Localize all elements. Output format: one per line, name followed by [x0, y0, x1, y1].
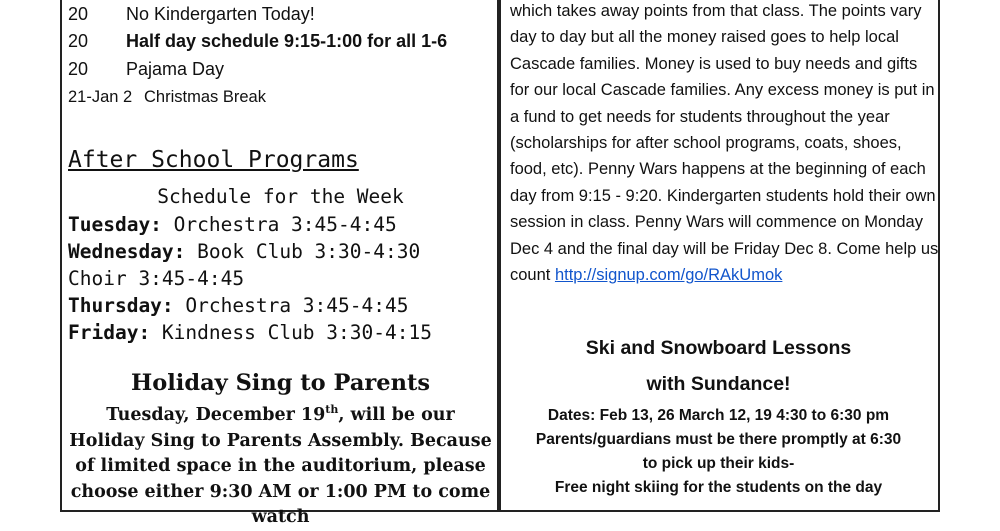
- schedule-program: Choir 3:45-4:45: [68, 267, 245, 290]
- holiday-sing-body: [68, 403, 493, 531]
- penny-wars-paragraph: which takes away points from that class. The points vary day to day but all the money raised goes to help local Cascade families. Money is used to buy needs and gifts for our local Cascade families. Any excess money is put in a fund to get needs for students throughout the year (scholarships for after school programs, coats, shoes, food, etc). Penny Wars happens at the beginning of each day from 9:15 - 9:20. Kindergarten students hold their own session in class. Penny Wars will commence on Monday Dec 4 and the final day will be Friday Dec 8. Come help us count: [510, 2, 939, 285]
- calendar-date: 21-Jan 2: [68, 88, 133, 106]
- holiday-sing-body-pre: Tuesday, December 19: [106, 405, 326, 425]
- calendar-event: Christmas Break: [144, 88, 266, 106]
- schedule-row: [68, 294, 408, 317]
- schedule-day: Wednesday:: [68, 240, 186, 263]
- ski-free-line: Free night skiing for the students on the day: [554, 479, 883, 496]
- ski-dates: Dates: Feb 13, 26 March 12, 19 4:30 to 6:30 pm: [547, 407, 890, 424]
- schedule-row: [68, 267, 244, 290]
- schedule-day: Friday:: [68, 321, 151, 344]
- calendar-date: 20: [68, 4, 89, 24]
- schedule-day: Thursday:: [68, 294, 174, 317]
- left-column: [60, 0, 501, 527]
- ski-title-line1: Ski and Snowboard Lessons: [585, 337, 852, 359]
- schedule-program: Kindness Club 3:30-4:15: [150, 321, 432, 344]
- calendar-event: No Kindergarten Today!: [126, 4, 315, 24]
- schedule-row: [68, 321, 432, 344]
- penny-wars-text: [510, 0, 940, 288]
- schedule-row: [68, 240, 420, 263]
- schedule-program: Book Club 3:30-4:30: [185, 240, 421, 263]
- ski-title-line2: with Sundance!: [646, 373, 791, 395]
- schedule-program: Orchestra 3:45-4:45: [173, 294, 409, 317]
- schedule-program: Orchestra 3:45-4:45: [161, 213, 397, 236]
- schedule-day: Tuesday:: [68, 213, 162, 236]
- holiday-sing-title: Holiday Sing to Parents: [130, 370, 430, 396]
- schedule-subtitle: Schedule for the Week: [157, 185, 404, 208]
- ski-pickup-line2: to pick up their kids-: [642, 455, 795, 472]
- right-column: [497, 0, 940, 512]
- calendar-event: Half day schedule 9:15-1:00 for all 1-6: [126, 31, 448, 51]
- holiday-sing-body-sup: th: [325, 403, 339, 417]
- calendar-date: 20: [68, 59, 89, 79]
- calendar-date: 20: [68, 31, 89, 51]
- calendar-event: Pajama Day: [126, 59, 225, 79]
- ski-pickup-line1: Parents/guardians must be there promptly at 6:30: [535, 431, 902, 448]
- holiday-sing-body-post: , will be our Holiday Sing to Parents Assembly. Because of limited space in the auditorium, please choose either 9:30 AM or 1:00 PM to come watch: [69, 405, 492, 527]
- after-school-title: After School Programs: [68, 147, 359, 173]
- schedule-row: [68, 213, 397, 236]
- signup-link[interactable]: http://signup.com/go/RAkUmok: [554, 266, 783, 285]
